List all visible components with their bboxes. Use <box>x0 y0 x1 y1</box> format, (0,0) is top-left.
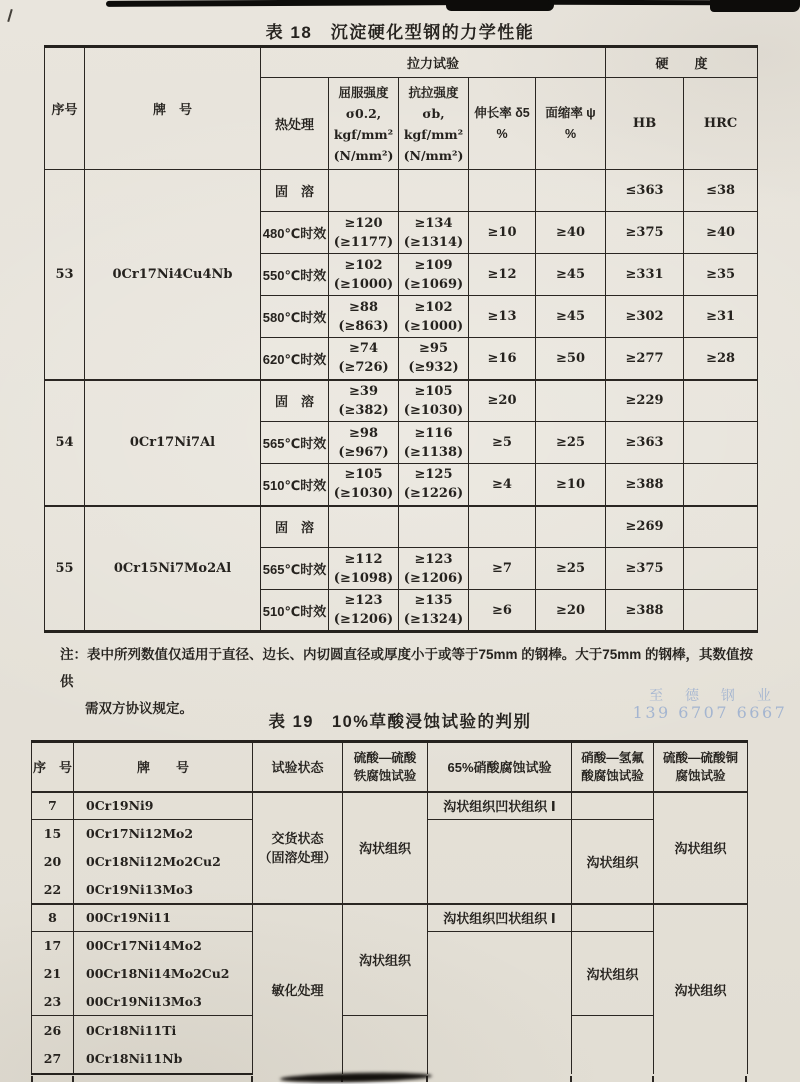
cell-heat: 固 溶 <box>261 170 329 212</box>
cell-hrc <box>684 590 758 632</box>
col-hardness: 硬 度 <box>606 47 758 78</box>
cell-grade: 0Cr17Ni4Cu4Nb <box>85 170 261 380</box>
cell-no: 20 <box>32 848 74 876</box>
cell-elongation: ≥5 <box>469 422 536 464</box>
table-19 <box>31 740 748 1075</box>
col-hb: HB <box>606 78 684 170</box>
cell-heat: 550℃时效 <box>261 254 329 296</box>
cell-hf-result-empty <box>572 904 654 932</box>
cell-elongation: ≥6 <box>469 590 536 632</box>
cell-hb: ≥388 <box>606 590 684 632</box>
cell-elongation: ≥10 <box>469 212 536 254</box>
cell-nitric-result: 沟状组织凹状组织 Ⅰ <box>428 792 572 820</box>
cell-hb: ≥269 <box>606 506 684 548</box>
scan-artifact-top-right <box>710 0 800 12</box>
cell-hrc: ≥31 <box>684 296 758 338</box>
cell-reduction <box>536 506 606 548</box>
cell-grade: 00Cr17Ni14Mo2 <box>74 932 253 960</box>
cell-no: 27 <box>32 1045 74 1074</box>
cell-grade: 0Cr15Ni7Mo2Al <box>85 506 261 632</box>
watermark-phone: 139 6707 6667 <box>632 703 788 722</box>
cell-reduction: ≥25 <box>536 548 606 590</box>
cell-cu-result: 沟状组织 <box>654 904 748 1074</box>
cell-reduction: ≥45 <box>536 296 606 338</box>
cell-hrc: ≥35 <box>684 254 758 296</box>
cell-heat: 480℃时效 <box>261 212 329 254</box>
cell-yield <box>329 506 399 548</box>
cell-elongation: ≥16 <box>469 338 536 380</box>
cell-no: 17 <box>32 932 74 960</box>
col-heat-treatment: 热处理 <box>261 78 329 170</box>
cell-hb: ≥375 <box>606 548 684 590</box>
watermark-company: 至 德 钢 业 <box>649 687 780 703</box>
cell-hrc: ≤38 <box>684 170 758 212</box>
watermark <box>632 687 788 722</box>
table-18-title: 表 18 沉淀硬化型钢的力学性能 <box>265 23 535 42</box>
cell-yield: ≥120 (≥1177) <box>329 212 399 254</box>
col-tensile-test: 拉力试验 <box>261 47 606 78</box>
cell-grade: 0Cr19Ni13Mo3 <box>74 876 253 904</box>
col-no: 序 号 <box>32 742 74 792</box>
table-row <box>45 506 758 548</box>
cutoff-rule <box>745 1076 747 1082</box>
cell-nitric-result-empty <box>428 820 572 904</box>
cell-hrc <box>684 422 758 464</box>
cell-reduction <box>536 170 606 212</box>
cell-hb: ≥229 <box>606 380 684 422</box>
cell-no: 26 <box>32 1016 74 1045</box>
cell-heat: 固 溶 <box>261 380 329 422</box>
cell-yield: ≥102 (≥1000) <box>329 254 399 296</box>
cell-no: 23 <box>32 988 74 1016</box>
cell-fe-result: 沟状组织 <box>343 792 428 904</box>
cell-grade: 00Cr19Ni11 <box>74 904 253 932</box>
cell-heat: 510℃时效 <box>261 590 329 632</box>
table-row <box>32 904 748 932</box>
cell-fe-result: 沟状组织 <box>343 904 428 1016</box>
cutoff-rule <box>251 1076 253 1082</box>
scan-artifact-top-blob <box>446 0 554 11</box>
cell-hrc <box>684 380 758 422</box>
cell-grade: 0Cr18Ni11Nb <box>74 1045 253 1074</box>
cell-elongation: ≥7 <box>469 548 536 590</box>
cell-hb: ≥375 <box>606 212 684 254</box>
cell-tensile: ≥134 (≥1314) <box>399 212 469 254</box>
cell-reduction: ≥20 <box>536 590 606 632</box>
cell-no: 55 <box>45 506 85 632</box>
cell-hb: ≥331 <box>606 254 684 296</box>
cell-hb: ≤363 <box>606 170 684 212</box>
cell-no: 53 <box>45 170 85 380</box>
cell-tensile <box>399 506 469 548</box>
cell-fe-result-empty <box>343 1016 428 1074</box>
cell-hrc <box>684 464 758 506</box>
cell-hf-result-empty <box>572 792 654 820</box>
col-hrc: HRC <box>684 78 758 170</box>
cell-hrc: ≥40 <box>684 212 758 254</box>
cell-grade: 0Cr17Ni12Mo2 <box>74 820 253 848</box>
cell-tensile: ≥135 (≥1324) <box>399 590 469 632</box>
cell-nitric-result: 沟状组织凹状组织 Ⅰ <box>428 904 572 932</box>
col-grade: 牌 号 <box>74 742 253 792</box>
col-no: 序号 <box>45 47 85 170</box>
table-row <box>32 742 748 792</box>
cell-test-state: 敏化处理 <box>253 904 343 1074</box>
col-nitric-hydrofluoric-test: 硝酸—氢氟 酸腐蚀试验 <box>572 742 654 792</box>
cell-no: 7 <box>32 792 74 820</box>
cell-no: 21 <box>32 960 74 988</box>
table-row <box>45 380 758 422</box>
cell-tensile: ≥125 (≥1226) <box>399 464 469 506</box>
cell-nitric-result-empty <box>428 932 572 1074</box>
col-sulfuric-ferric-test: 硫酸—硫酸 铁腐蚀试验 <box>343 742 428 792</box>
cell-heat: 565℃时效 <box>261 548 329 590</box>
cell-heat: 620℃时效 <box>261 338 329 380</box>
cutoff-rule <box>31 1076 33 1082</box>
cell-reduction: ≥40 <box>536 212 606 254</box>
cell-no: 15 <box>32 820 74 848</box>
col-sulfuric-copper-test: 硫酸—硫酸铜 腐蚀试验 <box>654 742 748 792</box>
table-19-title: 表 19 10%草酸浸蚀试验的判别 <box>268 713 532 731</box>
col-yield-strength: 屈服强度 σ0.2, kgf/mm² (N/mm²) <box>329 78 399 170</box>
cell-reduction: ≥25 <box>536 422 606 464</box>
cell-reduction: ≥10 <box>536 464 606 506</box>
cell-hf-result: 沟状组织 <box>572 932 654 1016</box>
col-grade: 牌 号 <box>85 47 261 170</box>
cell-elongation <box>469 170 536 212</box>
cell-grade: 0Cr18Ni11Ti <box>74 1016 253 1045</box>
cell-yield <box>329 170 399 212</box>
cell-elongation: ≥20 <box>469 380 536 422</box>
cell-elongation: ≥13 <box>469 296 536 338</box>
cell-yield: ≥123 (≥1206) <box>329 590 399 632</box>
cell-hb: ≥388 <box>606 464 684 506</box>
cell-heat: 510℃时效 <box>261 464 329 506</box>
cell-grade: 00Cr18Ni14Mo2Cu2 <box>74 960 253 988</box>
cell-test-state: 交货状态 （固溶处理） <box>253 792 343 904</box>
cell-yield: ≥112 (≥1098) <box>329 548 399 590</box>
cell-hf-result-empty <box>572 1016 654 1074</box>
scan-artifact-top-line <box>548 0 728 5</box>
cell-hb: ≥302 <box>606 296 684 338</box>
cell-cu-result: 沟状组织 <box>654 792 748 904</box>
note-line-1: 注：表中所列数值仅适用于直径、边长、内切圆直径或厚度小于或等于75mm 的钢棒。大于75mm 的钢棒，其数值按供 <box>60 647 754 689</box>
cell-yield: ≥74 (≥726) <box>329 338 399 380</box>
cell-no: 22 <box>32 876 74 904</box>
table-18 <box>44 45 758 633</box>
cell-heat: 580℃时效 <box>261 296 329 338</box>
cell-hb: ≥363 <box>606 422 684 464</box>
cell-hf-result: 沟状组织 <box>572 820 654 904</box>
cell-tensile: ≥123 (≥1206) <box>399 548 469 590</box>
cutoff-rule <box>652 1076 654 1082</box>
cell-yield: ≥105 (≥1030) <box>329 464 399 506</box>
cutoff-rule <box>72 1076 74 1082</box>
col-reduction-of-area: 面缩率 ψ % <box>536 78 606 170</box>
cell-heat: 565℃时效 <box>261 422 329 464</box>
scan-artifact-top-band <box>106 0 456 7</box>
cell-tensile: ≥105 (≥1030) <box>399 380 469 422</box>
col-nitric-65-test: 65%硝酸腐蚀试验 <box>428 742 572 792</box>
note-line-2: 需双方协议规定。 <box>85 701 193 716</box>
cell-grade: 0Cr18Ni12Mo2Cu2 <box>74 848 253 876</box>
cell-no: 8 <box>32 904 74 932</box>
cell-tensile: ≥95 (≥932) <box>399 338 469 380</box>
cutoff-rule <box>570 1076 572 1082</box>
col-tensile-strength: 抗拉强度 σb, kgf/mm² (N/mm²) <box>399 78 469 170</box>
cell-reduction <box>536 380 606 422</box>
cell-hrc: ≥28 <box>684 338 758 380</box>
cell-heat: 固 溶 <box>261 506 329 548</box>
cell-tensile: ≥116 (≥1138) <box>399 422 469 464</box>
cell-grade: 00Cr19Ni13Mo3 <box>74 988 253 1016</box>
cell-tensile: ≥109 (≥1069) <box>399 254 469 296</box>
cell-yield: ≥88 (≥863) <box>329 296 399 338</box>
cell-elongation: ≥12 <box>469 254 536 296</box>
cell-tensile: ≥102 (≥1000) <box>399 296 469 338</box>
table-row <box>32 1016 748 1045</box>
cell-reduction: ≥50 <box>536 338 606 380</box>
cell-hrc <box>684 506 758 548</box>
col-test-state: 试验状态 <box>253 742 343 792</box>
table-row <box>45 47 758 78</box>
cell-elongation <box>469 506 536 548</box>
col-elongation: 伸长率 δ5 % <box>469 78 536 170</box>
cell-grade: 0Cr19Ni9 <box>74 792 253 820</box>
cell-hb: ≥277 <box>606 338 684 380</box>
cell-grade: 0Cr17Ni7Al <box>85 380 261 506</box>
table-row <box>45 170 758 212</box>
cell-elongation: ≥4 <box>469 464 536 506</box>
cell-tensile <box>399 170 469 212</box>
table-row <box>32 792 748 820</box>
cell-yield: ≥98 (≥967) <box>329 422 399 464</box>
cell-reduction: ≥45 <box>536 254 606 296</box>
cell-hrc <box>684 548 758 590</box>
cell-yield: ≥39 (≥382) <box>329 380 399 422</box>
cell-no: 54 <box>45 380 85 506</box>
